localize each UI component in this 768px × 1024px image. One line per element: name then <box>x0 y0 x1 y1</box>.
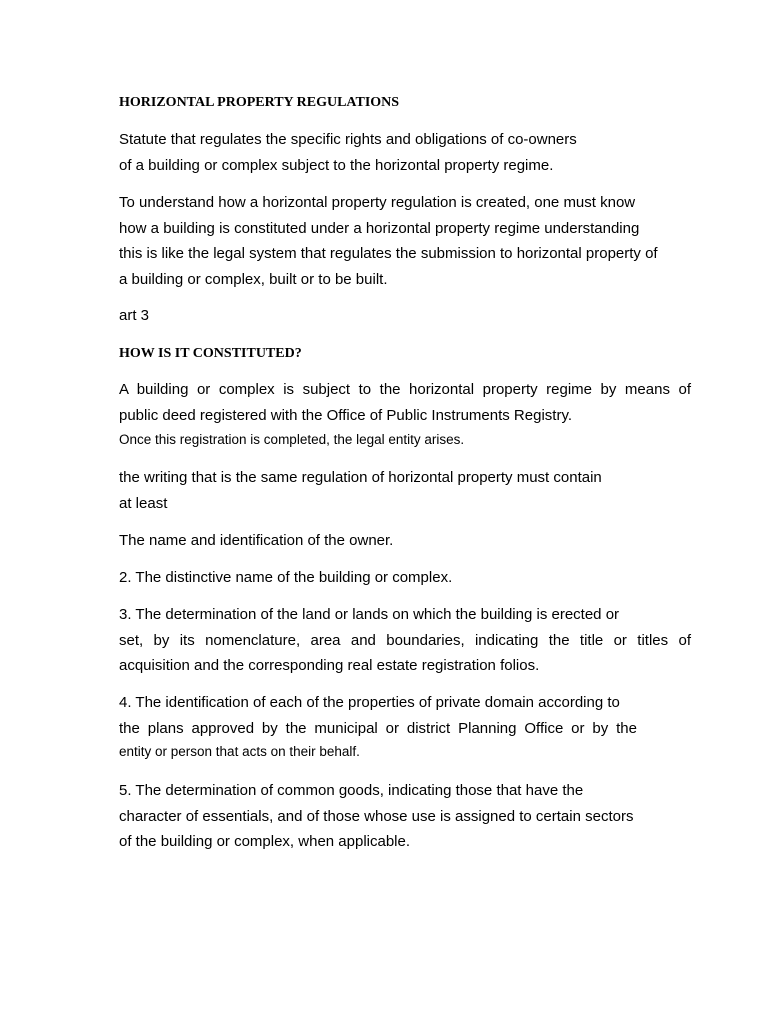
item-2-text: 2. The distinctive name of the building or complex. <box>119 569 453 586</box>
understanding-line-2: how a building is constituted under a horizontal property regime understanding <box>119 219 640 237</box>
constituted-line-1: A building or complex is subject to the horizontal property regime by means of <box>119 381 691 398</box>
item-5-line-1: 5. The determination of common goods, indicating those that have the <box>119 782 584 799</box>
item-3-line-3: acquisition and the corresponding real estate registration folios. <box>119 657 540 674</box>
item-4-line-2: the plans approved by the municipal or district Planning Office or by the <box>119 719 637 737</box>
item-4-note <box>119 743 691 761</box>
understanding-line-3: this is like the legal system that regulates the submission to horizontal property of <box>119 245 658 262</box>
constituted-line-2: public deed registered with the Office of Public Instruments Registry. <box>119 406 572 424</box>
constituted-heading <box>119 345 691 363</box>
list-item <box>119 565 691 591</box>
list-item <box>119 778 691 855</box>
item-1-text: The name and identification of the owner. <box>119 532 394 549</box>
understanding-line-1: To understand how a horizontal property regulation is created, one must know <box>119 194 636 211</box>
article-reference-text: art 3 <box>119 307 150 324</box>
article-reference <box>119 303 691 329</box>
item-4-line-3: entity or person that acts on their behalf. <box>119 744 360 759</box>
intro-line-2: of a building or complex subject to the horizontal property regime. <box>119 156 554 174</box>
understanding-paragraph <box>119 190 691 292</box>
list-item <box>119 602 691 679</box>
document-title-text: HORIZONTAL PROPERTY REGULATIONS <box>119 95 400 110</box>
item-5-line-3: of the building or complex, when applicable. <box>119 833 411 850</box>
constituted-heading-text: HOW IS IT CONSTITUTED? <box>119 346 302 361</box>
registration-note <box>119 431 691 449</box>
writing-paragraph <box>119 465 691 516</box>
intro-paragraph <box>119 127 691 178</box>
document-title <box>119 94 691 112</box>
constituted-line-3: Once this registration is completed, the legal entity arises. <box>119 432 465 447</box>
list-item <box>119 690 691 741</box>
item-5-line-2: character of essentials, and of those whose use is assigned to certain sectors <box>119 807 634 825</box>
item-4-line-1: 4. The identification of each of the properties of private domain according to <box>119 694 620 711</box>
item-3-line-2: set, by its nomenclature, area and boundaries, indicating the title or titles of <box>119 631 691 649</box>
list-item <box>119 528 691 554</box>
writing-line-1: the writing that is the same regulation of horizontal property must contain <box>119 469 602 486</box>
writing-line-2: at least <box>119 494 168 512</box>
constituted-paragraph <box>119 377 691 428</box>
intro-line-1: Statute that regulates the specific rights and obligations of co-owners <box>119 131 577 148</box>
understanding-line-4: a building or complex, built or to be built. <box>119 270 388 288</box>
item-3-line-1: 3. The determination of the land or lands on which the building is erected or <box>119 606 620 623</box>
